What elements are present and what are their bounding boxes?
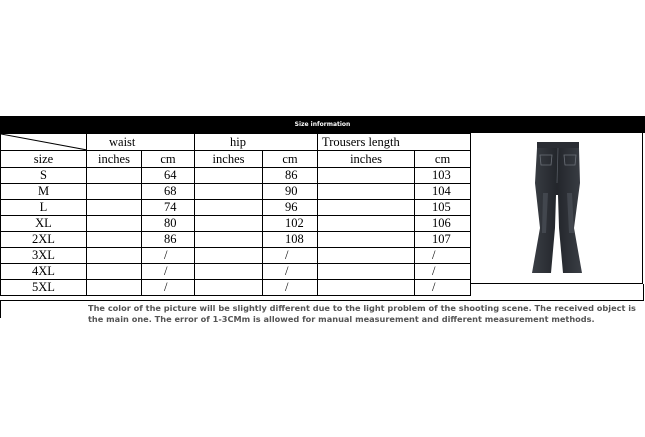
length-inches-cell	[318, 264, 415, 280]
length-cm-cell: 103	[415, 168, 471, 184]
size-row-2xl	[1, 232, 471, 248]
size-row-3xl	[1, 248, 471, 264]
waist-inches-cell	[87, 200, 142, 216]
length-inches-header: inches	[318, 151, 415, 168]
left-border	[0, 300, 1, 318]
hip-inches-cell	[195, 264, 263, 280]
hip-inches-cell	[195, 168, 263, 184]
flare-jeans-icon	[470, 133, 642, 283]
waist-cm-cell: /	[142, 248, 195, 264]
hip-inches-cell	[195, 200, 263, 216]
length-inches-cell	[318, 184, 415, 200]
hip-cm-cell: /	[263, 248, 318, 264]
length-cm-cell: 107	[415, 232, 471, 248]
size-cell: 4XL	[1, 264, 87, 280]
size-cell: S	[1, 168, 87, 184]
hip-cm-cell: 86	[263, 168, 318, 184]
hip-cm-cell: 108	[263, 232, 318, 248]
hip-header: hip	[195, 134, 318, 151]
hip-cm-cell: 102	[263, 216, 318, 232]
hip-cm-cell: 96	[263, 200, 318, 216]
hip-inches-cell	[195, 232, 263, 248]
hip-inches-cell	[195, 280, 263, 296]
hip-cm-cell: /	[263, 280, 318, 296]
length-inches-cell	[318, 200, 415, 216]
size-header: size	[1, 151, 87, 168]
waist-inches-cell	[87, 168, 142, 184]
waist-inches-header: inches	[87, 151, 142, 168]
right-border	[643, 284, 644, 301]
hip-inches-cell	[195, 216, 263, 232]
length-cm-cell: 104	[415, 184, 471, 200]
waist-cm-cell: /	[142, 264, 195, 280]
length-cm-cell: /	[415, 280, 471, 296]
length-cm-cell: 105	[415, 200, 471, 216]
size-cell: XL	[1, 216, 87, 232]
hip-inches-cell	[195, 248, 263, 264]
size-cell: M	[1, 184, 87, 200]
waist-inches-cell	[87, 264, 142, 280]
diagonal-line-icon	[1, 134, 87, 150]
group-header-row	[1, 134, 471, 151]
size-cell: L	[1, 200, 87, 216]
size-row-s	[1, 168, 471, 184]
hip-cm-header: cm	[263, 151, 318, 168]
hip-inches-header: inches	[195, 151, 263, 168]
trousers-length-header: Trousers length	[318, 134, 471, 151]
size-cell: 5XL	[1, 280, 87, 296]
waist-cm-cell: 86	[142, 232, 195, 248]
product-image	[470, 133, 643, 284]
length-inches-cell	[318, 216, 415, 232]
size-information-header	[0, 116, 645, 133]
hip-cm-cell: 90	[263, 184, 318, 200]
waist-cm-cell: 68	[142, 184, 195, 200]
waist-inches-cell	[87, 280, 142, 296]
header-title: Size information	[294, 121, 351, 128]
length-cm-cell: /	[415, 264, 471, 280]
size-row-4xl	[1, 264, 471, 280]
waist-inches-cell	[87, 248, 142, 264]
waist-cm-cell: 74	[142, 200, 195, 216]
waist-inches-cell	[87, 232, 142, 248]
length-inches-cell	[318, 280, 415, 296]
waist-cm-header: cm	[142, 151, 195, 168]
sub-header-row	[1, 151, 471, 168]
waist-cm-cell: 80	[142, 216, 195, 232]
diagonal-corner-cell	[1, 134, 87, 151]
length-inches-cell	[318, 248, 415, 264]
length-inches-cell	[318, 168, 415, 184]
hip-cm-cell: /	[263, 264, 318, 280]
size-row-m	[1, 184, 471, 200]
size-row-5xl	[1, 280, 471, 296]
table-bottom-border	[0, 300, 644, 301]
disclaimer-note: The color of the picture will be slightly different due to the light problem of the shooting scene. The received object is the main one. The error of 1-3CMm is allowed for manual measurement and different measurement methods.	[88, 303, 636, 324]
size-cell: 3XL	[1, 248, 87, 264]
waist-cm-cell: /	[142, 280, 195, 296]
length-inches-cell	[318, 232, 415, 248]
size-row-l	[1, 200, 471, 216]
length-cm-cell: 106	[415, 216, 471, 232]
size-cell: 2XL	[1, 232, 87, 248]
waist-inches-cell	[87, 184, 142, 200]
hip-inches-cell	[195, 184, 263, 200]
size-row-xl	[1, 216, 471, 232]
waist-inches-cell	[87, 216, 142, 232]
size-chart-table	[0, 133, 471, 296]
length-cm-cell: /	[415, 248, 471, 264]
waist-cm-cell: 64	[142, 168, 195, 184]
waist-header: waist	[87, 134, 195, 151]
length-cm-header: cm	[415, 151, 471, 168]
